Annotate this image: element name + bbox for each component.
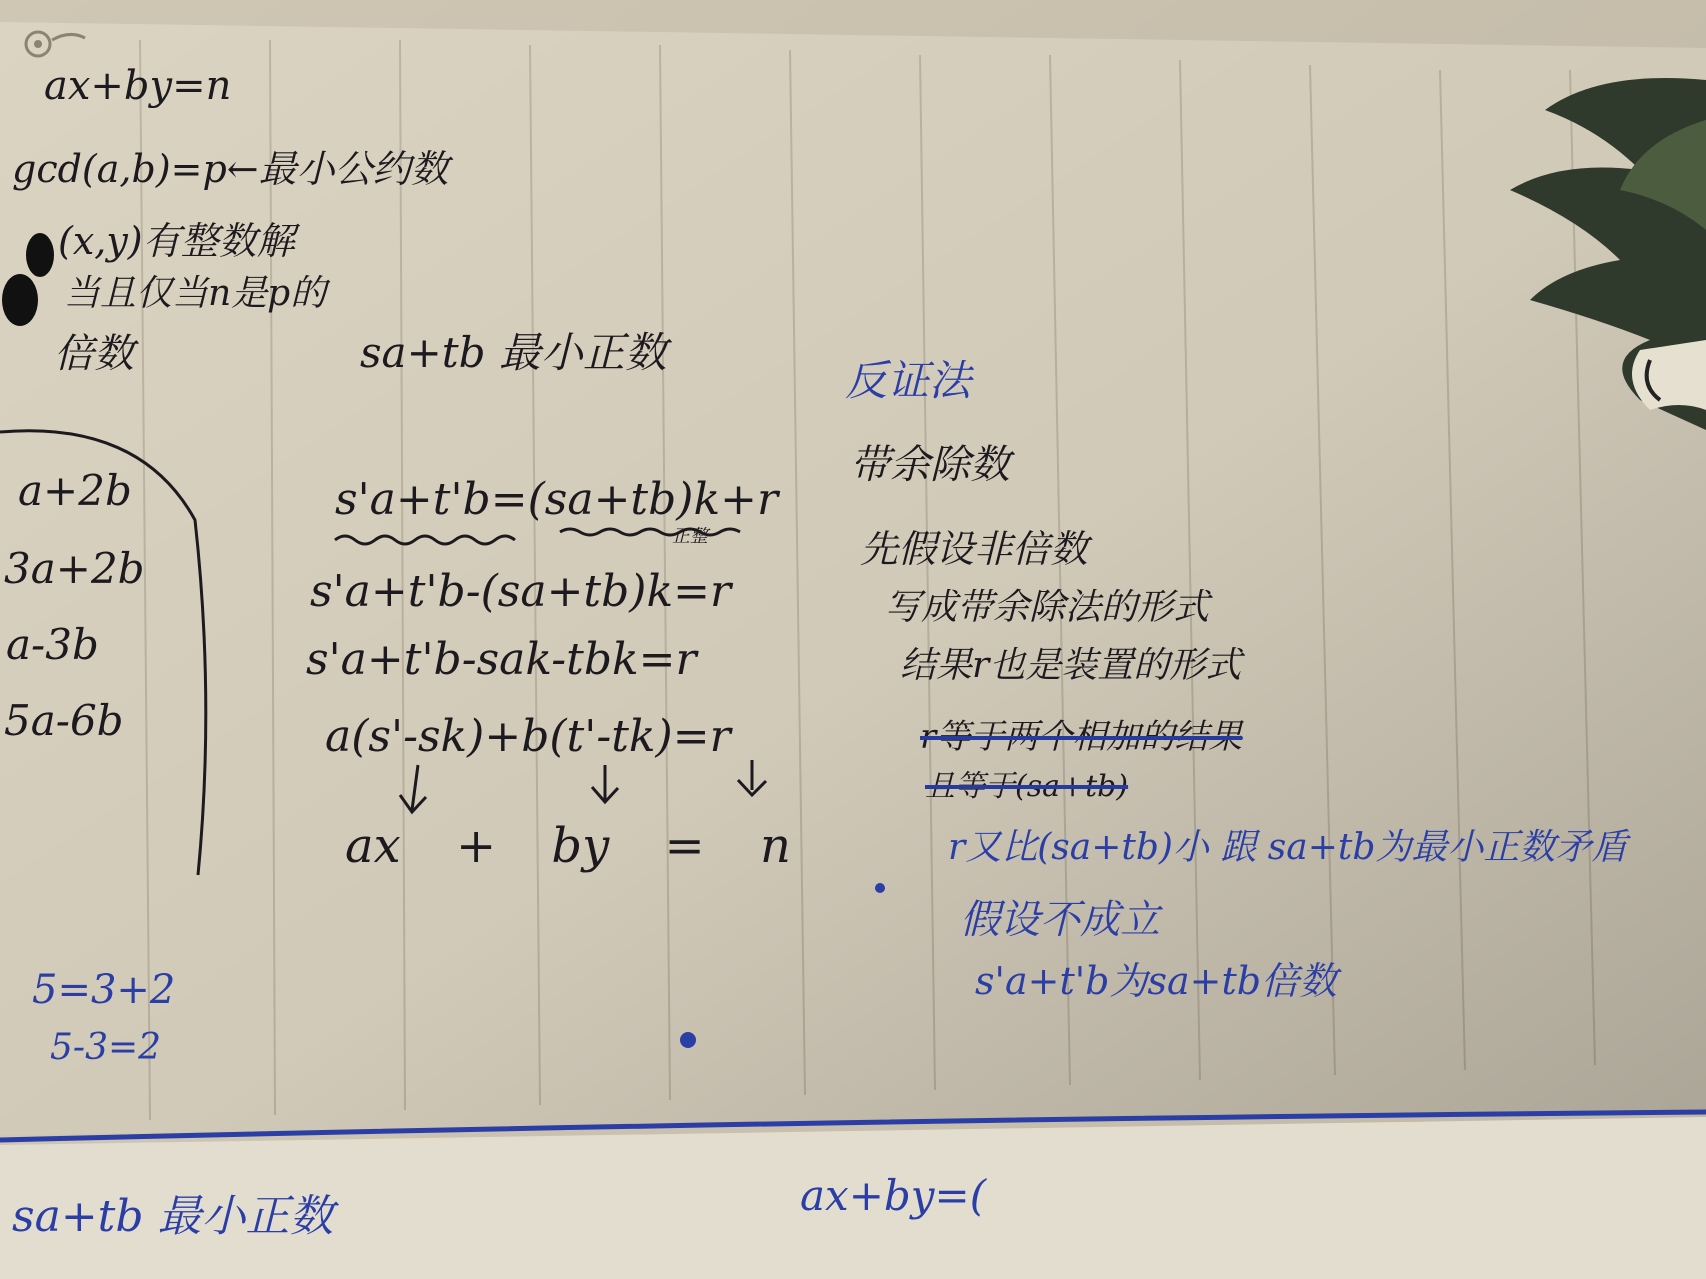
- result-form: 结果r也是装置的形式: [900, 645, 1242, 686]
- bottom-equation: ax+by=(: [800, 1171, 987, 1220]
- iff-line: 当且仅当n是p的: [64, 273, 327, 314]
- list-item: a+2b: [18, 466, 132, 515]
- example-difference: 5-3=2: [50, 1027, 162, 1068]
- example-sum: 5=3+2: [32, 967, 176, 1013]
- min-positive-heading: sa+tb 最小正数: [360, 328, 667, 377]
- derivation-step-4: a(s'-sk)+b(t'-tk)=r: [325, 711, 731, 762]
- struck-line-2: 且等于(sa+tb): [925, 769, 1129, 804]
- derivation-step-2: s'a+t'b-(sa+tb)k=r: [310, 566, 732, 617]
- integer-solution-line: (x,y)有整数解: [58, 219, 295, 263]
- derivation-step-1: s'a+t'b=(sa+tb)k+r: [335, 474, 779, 525]
- derivation-step-3: s'a+t'b-sak-tbk=r: [306, 634, 697, 685]
- contradiction-line: r又比(sa+tb)小 跟 sa+tb为最小正数矛盾: [948, 827, 1628, 868]
- struck-line-1: r等于两个相加的结果: [920, 717, 1243, 757]
- bottom-min-positive: sa+tb 最小正数: [12, 1191, 334, 1242]
- with-remainder: 带余除数: [850, 442, 1010, 488]
- gcd-definition: gcd(a,b)=p←最小公约数: [12, 147, 449, 191]
- conclusion-line: s'a+t'b为sa+tb倍数: [975, 959, 1338, 1003]
- multiple-word: 倍数: [54, 331, 134, 377]
- list-item: 3a+2b: [4, 544, 145, 593]
- derivation-step-5: ax + by = n: [345, 818, 791, 874]
- equation-top: ax+by=n: [44, 63, 232, 109]
- list-item: 5a-6b: [4, 696, 124, 745]
- write-form: 写成带余除法的形式: [885, 587, 1210, 628]
- assume-not-multiple: 先假设非倍数: [860, 527, 1089, 571]
- list-item: a-3b: [6, 620, 99, 669]
- derivation-tag: 正整: [672, 526, 708, 547]
- proof-by-contradiction: 反证法: [845, 356, 972, 405]
- assumption-false: 假设不成立: [960, 897, 1160, 943]
